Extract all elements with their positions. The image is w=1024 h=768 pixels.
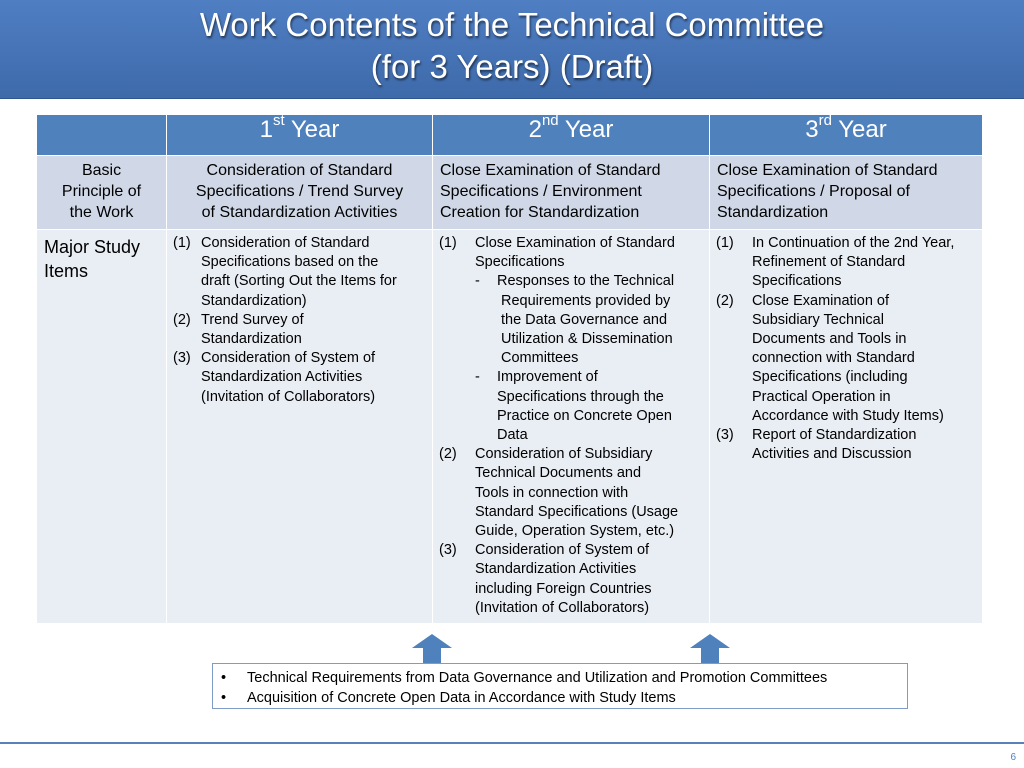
year-1-header: 1st Year bbox=[167, 115, 433, 156]
study-items-year-3 bbox=[710, 230, 983, 624]
title-bar bbox=[0, 0, 1024, 99]
principle-year-3: Close Examination of Standard Specifications / Proposal of Standardization bbox=[710, 156, 983, 230]
list-item: (2) Consideration of Subsidiary Technical Documents and Tools in connection with Standard Specifications (Usage Guide, Operation System, etc.) bbox=[439, 446, 679, 540]
list-item: (3) Consideration of System of Standardization Activities including Foreign Countries (Invitation of Collaborators) bbox=[439, 542, 652, 616]
sub-item: - Improvement of Specifications through the Practice on Concrete Open Data bbox=[475, 369, 672, 444]
basic-principle-label: Basic Principle of the Work bbox=[37, 156, 167, 230]
principle-year-1: Consideration of Standard Specifications / Trend Survey of Standardization Activities bbox=[167, 156, 433, 230]
up-arrow-icon bbox=[412, 634, 452, 664]
study-items-year-1 bbox=[167, 230, 433, 624]
list-item: (1) In Continuation of the 2nd Year, Refinement of Standard Specifications bbox=[716, 235, 955, 290]
list-item: (3) Consideration of System of Standardization Activities (Invitation of Collaborators) bbox=[173, 350, 376, 405]
page-number: 6 bbox=[1010, 752, 1016, 763]
list-item: (2) Close Examination of Subsidiary Technical Documents and Tools in connection with Standard Specifications (including Practical Operation in Accordance with Study Items) bbox=[716, 292, 944, 424]
list-item: (3) Report of Standardization Activities and Discussion bbox=[716, 427, 917, 463]
basic-principle-row bbox=[37, 156, 983, 230]
year-3-header: 3rd Year bbox=[710, 115, 983, 156]
list-item: (1) Consideration of Standard Specifications based on the draft (Sorting Out the Items for Standardization) bbox=[173, 235, 397, 309]
work-plan-table bbox=[36, 114, 983, 624]
list-item: • Acquisition of Concrete Open Data in Accordance with Study Items bbox=[221, 689, 676, 706]
slide-title-line-2: (for 3 Years) (Draft) bbox=[370, 48, 654, 85]
major-study-items-label: Major Study Items bbox=[37, 230, 167, 624]
sub-item: - Responses to the Technical Requirements provided by the Data Governance and Utilization & Dissemination Committees bbox=[475, 273, 675, 367]
slide-title-line-1: Work Contents of the Technical Committee bbox=[199, 6, 825, 43]
footer-divider bbox=[0, 742, 1024, 744]
corner-header-cell bbox=[37, 115, 167, 156]
list-item: • Technical Requirements from Data Governance and Utilization and Promotion Committees bbox=[221, 670, 828, 686]
year-header-row bbox=[37, 115, 983, 156]
major-study-items-row bbox=[37, 230, 983, 624]
study-items-year-2 bbox=[433, 230, 710, 624]
year-2-header: 2nd Year bbox=[433, 115, 710, 156]
list-item: (2) Trend Survey of Standardization bbox=[173, 311, 304, 348]
requirements-note-box bbox=[212, 663, 908, 709]
list-item: (1) Close Examination of Standard Specifications - Responses to the Technical Requirements provided by the Data Governance and Utilization & Dissemination Committees - Improvement of Specifications through the Practice on Concrete Open Data bbox=[439, 234, 705, 445]
up-arrow-icon bbox=[690, 634, 730, 664]
slide-title bbox=[0, 4, 1024, 88]
principle-year-2: Close Examination of Standard Specifications / Environment Creation for Standardization bbox=[433, 156, 710, 230]
